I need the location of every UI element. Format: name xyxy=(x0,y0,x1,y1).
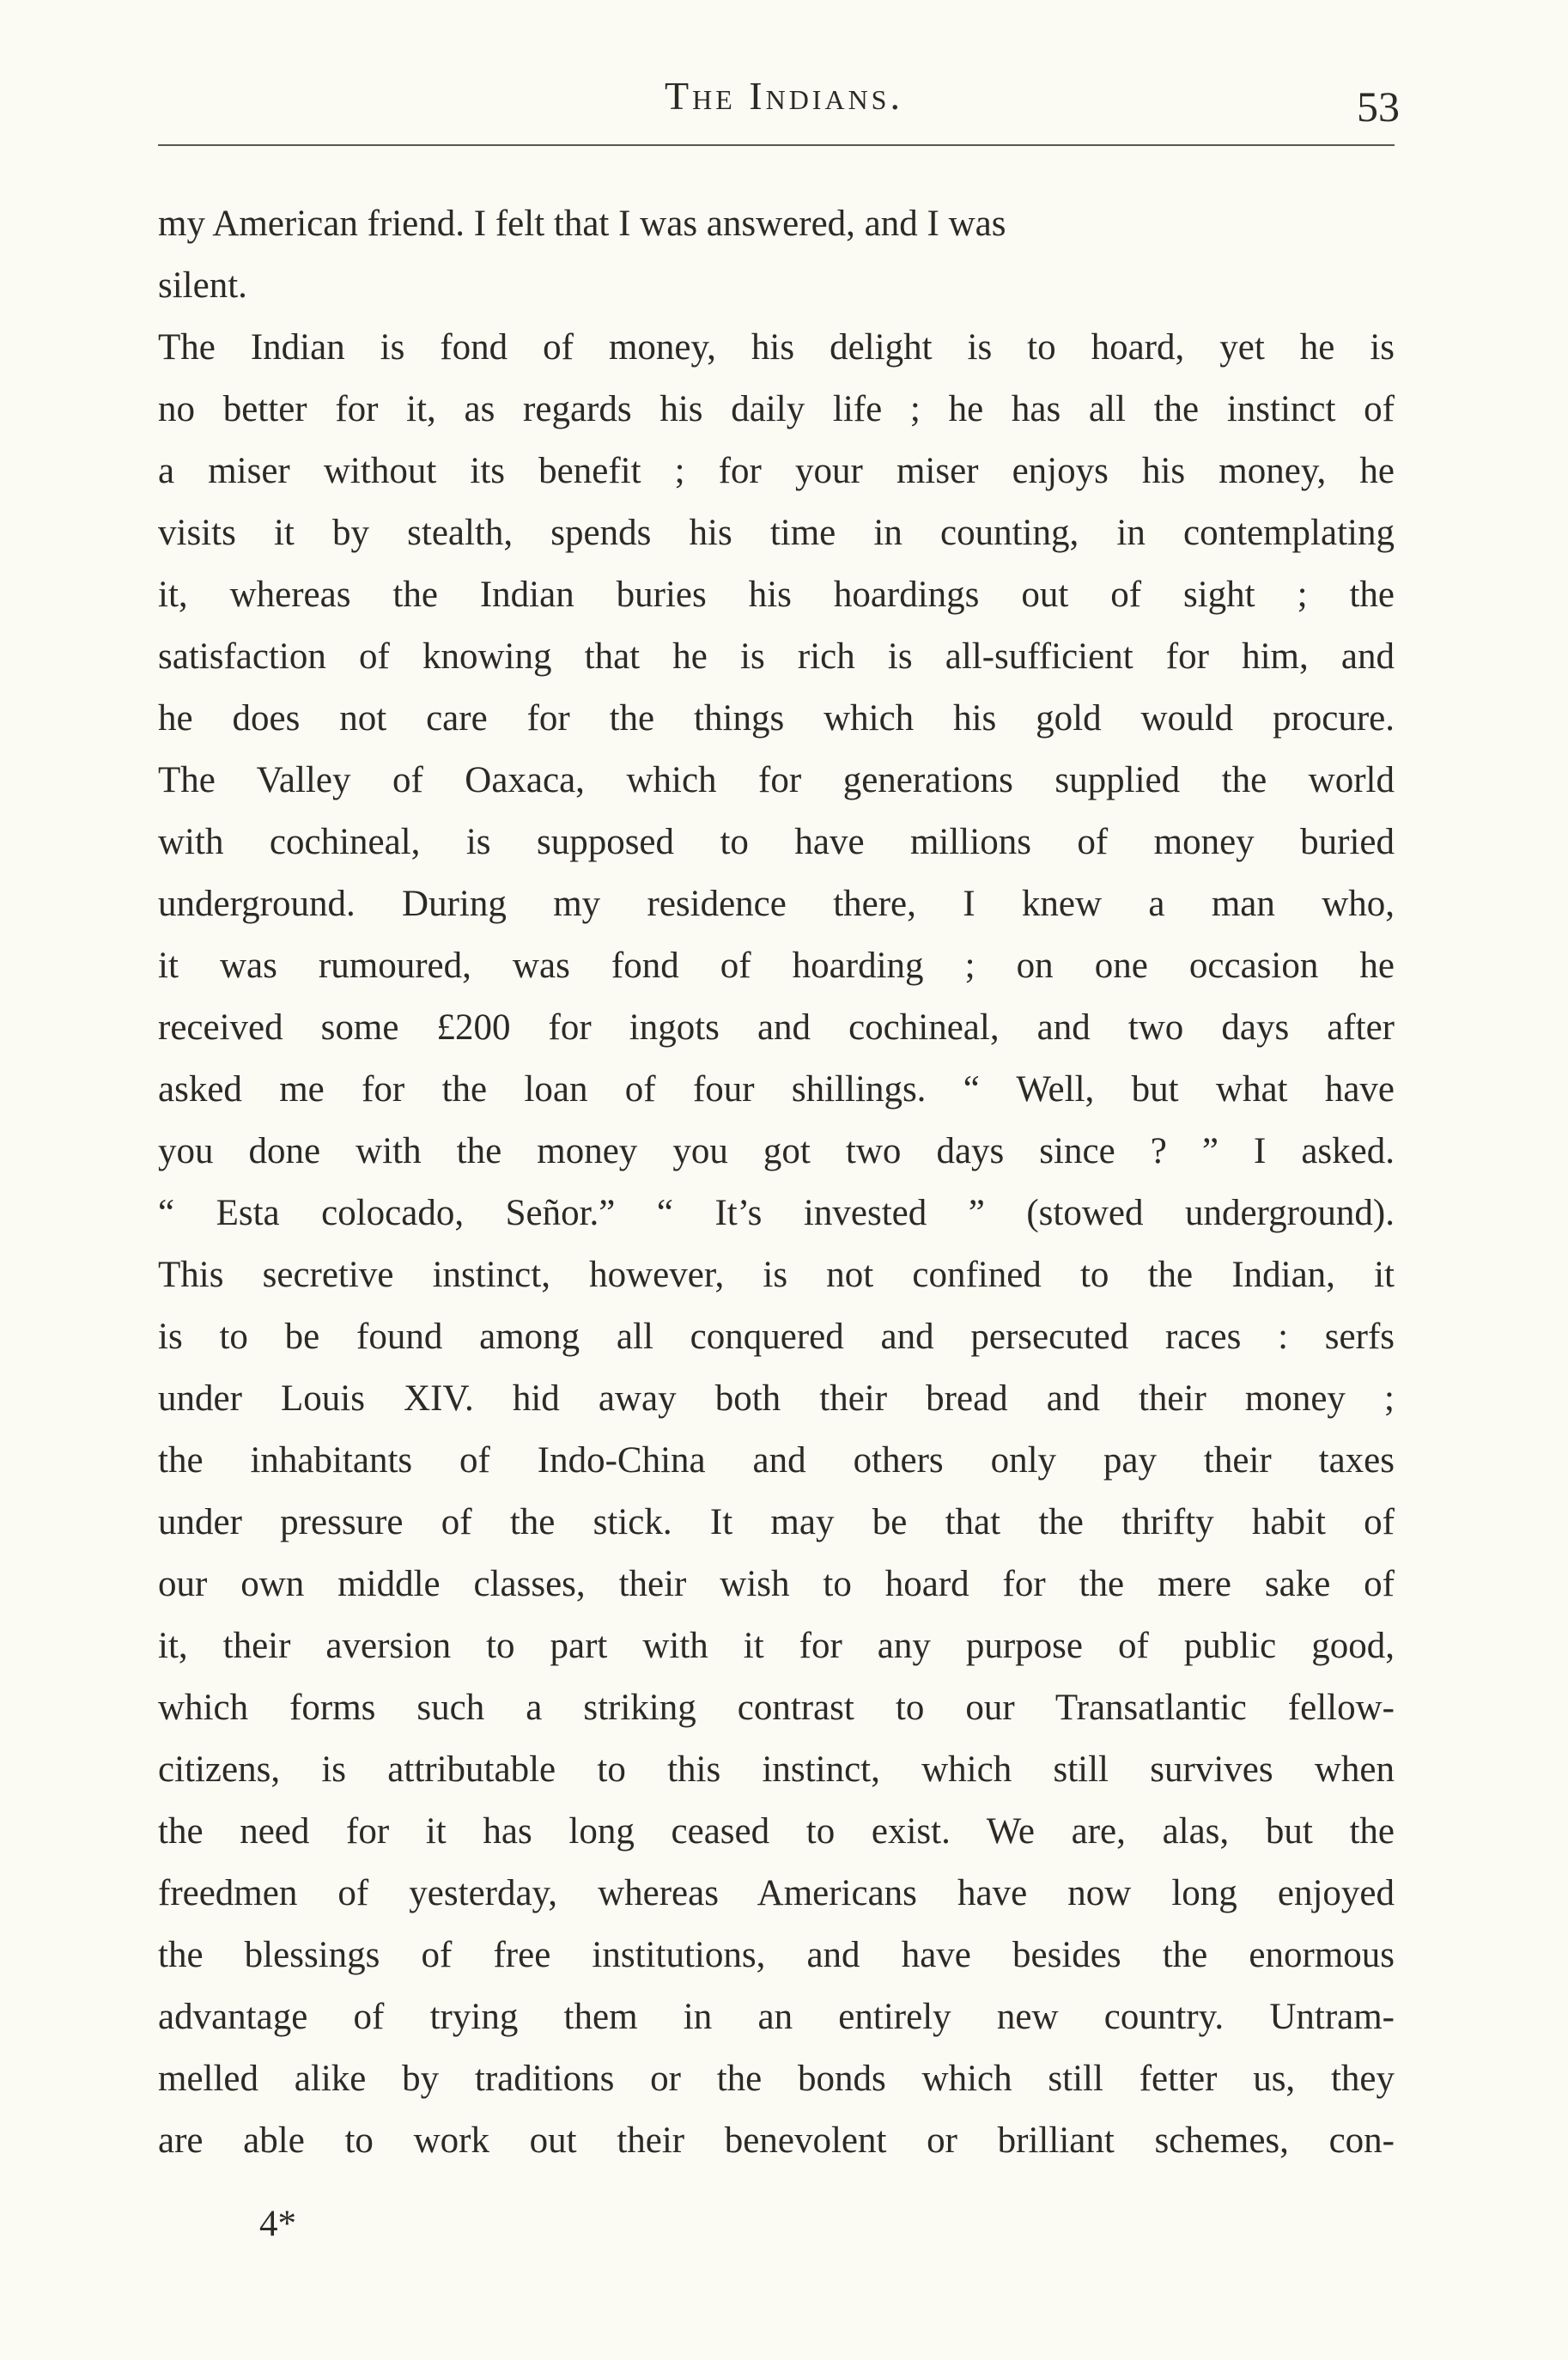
text-line: our own middle classes, their wish to hoard for the mere sake of xyxy=(158,1564,1395,1604)
header-rule xyxy=(158,144,1395,146)
text-line: citizens, is attributable to this instinct, which still survives when xyxy=(158,1749,1395,1790)
text-line: no better for it, as regards his daily life ; he has all the instinct of xyxy=(158,389,1395,429)
text-line: the blessings of free institutions, and have besides the enormous xyxy=(158,1935,1395,1975)
text-line: underground. During my residence there, I knew a man who, xyxy=(158,884,1395,924)
text-line: This secretive instinct, however, is not confined to the Indian, it xyxy=(158,1255,1395,1295)
text-line: with cochineal, is supposed to have millions of money buried xyxy=(158,822,1395,862)
text-line: my American friend. I felt that I was answered, and I was xyxy=(158,204,1006,244)
text-line: the need for it has long ceased to exist. We are, alas, but the xyxy=(158,1811,1395,1852)
text-line: it, their aversion to part with it for any purpose of public good, xyxy=(158,1626,1395,1666)
text-line: melled alike by traditions or the bonds which still fetter us, they xyxy=(158,2059,1395,2099)
text-line: The Indian is fond of money, his delight is to hoard, yet he is xyxy=(158,327,1395,368)
running-title: The Indians. xyxy=(665,74,903,118)
text-line: The Valley of Oaxaca, which for generations supplied the world xyxy=(158,760,1395,800)
signature-mark: 4* xyxy=(259,2204,296,2244)
text-line: asked me for the loan of four shillings. “ Well, but what have xyxy=(158,1069,1395,1110)
text-line: is to be found among all conquered and persecuted races : serfs xyxy=(158,1317,1395,1357)
running-header xyxy=(0,70,1568,131)
text-line: visits it by stealth, spends his time in counting, in contemplating xyxy=(158,513,1395,553)
text-line: are able to work out their benevolent or brilliant schemes, con- xyxy=(158,2120,1395,2161)
text-line: “ Esta colocado, Señor.” “ It’s invested ” (stowed underground). xyxy=(158,1193,1395,1233)
text-line: it was rumoured, was fond of hoarding ; on one occasion he xyxy=(158,946,1395,986)
text-line: advantage of trying them in an entirely new country. Untram- xyxy=(158,1997,1395,2037)
text-line: satisfaction of knowing that he is rich is all-sufficient for him, and xyxy=(158,636,1395,677)
text-line: the inhabitants of Indo-China and others only pay their taxes xyxy=(158,1440,1395,1481)
text-line: under Louis XIV. hid away both their bread and their money ; xyxy=(158,1378,1395,1419)
text-line: silent. xyxy=(158,265,247,306)
text-line: which forms such a striking contrast to our Transatlantic fellow- xyxy=(158,1688,1395,1728)
text-line: a miser without its benefit ; for your miser enjoys his money, he xyxy=(158,451,1395,491)
text-line: it, whereas the Indian buries his hoardings out of sight ; the xyxy=(158,575,1395,615)
text-line: freedmen of yesterday, whereas Americans have now long enjoyed xyxy=(158,1873,1395,1913)
text-line: under pressure of the stick. It may be that the thrifty habit of xyxy=(158,1502,1395,1542)
body-text xyxy=(158,193,1395,2172)
text-line: received some £200 for ingots and cochineal, and two days after xyxy=(158,1007,1395,1048)
text-line: you done with the money you got two days since ? ” I asked. xyxy=(158,1131,1395,1171)
text-line: he does not care for the things which his gold would procure. xyxy=(158,698,1395,739)
page-number: 53 xyxy=(1357,82,1400,131)
